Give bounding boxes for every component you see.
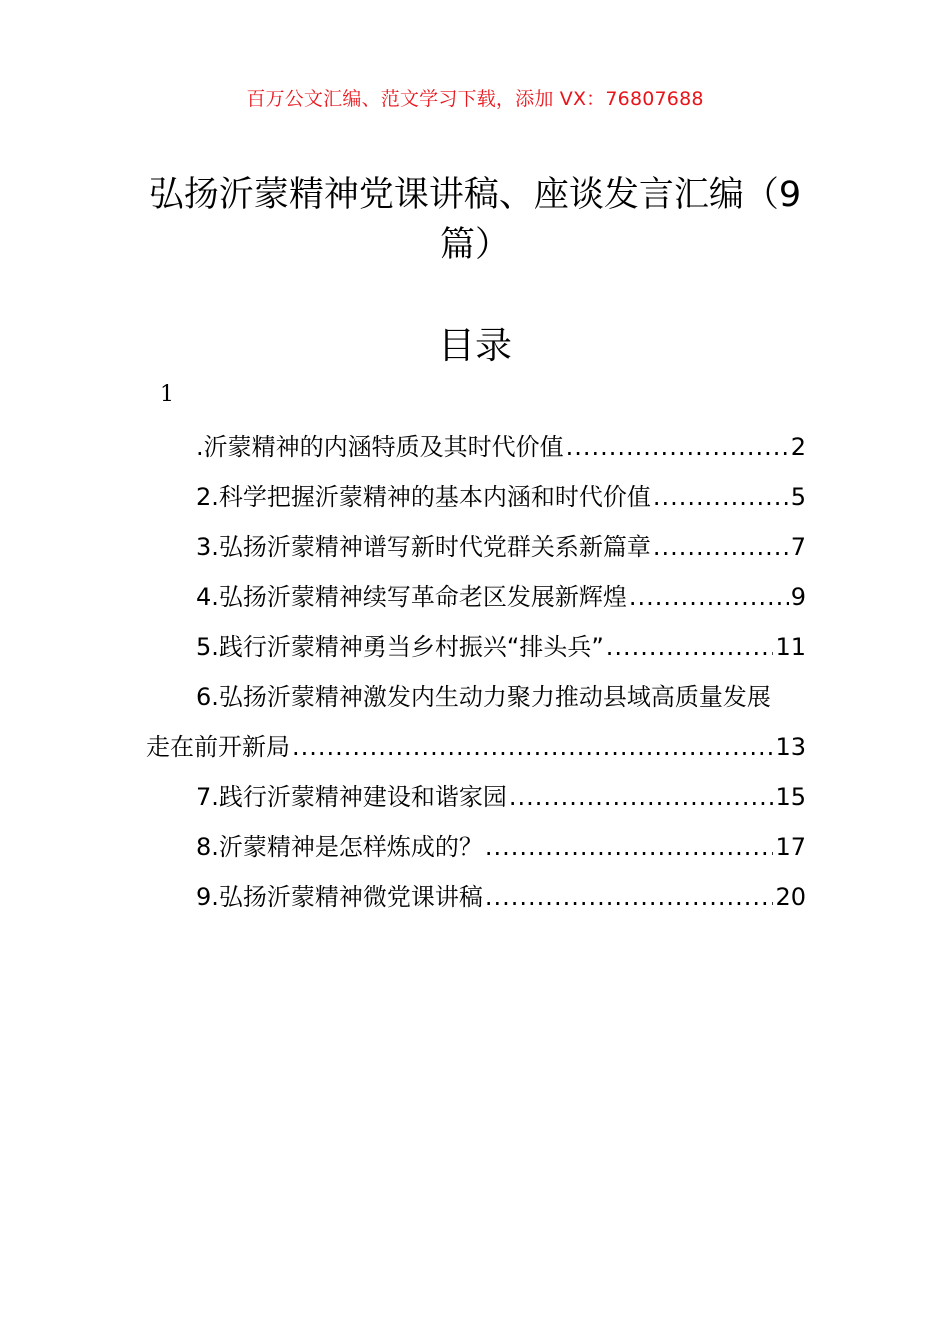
toc-entry-5[interactable] bbox=[146, 622, 806, 672]
toc-entry-page: 5 bbox=[790, 483, 806, 511]
toc-entry-7[interactable] bbox=[146, 772, 806, 822]
toc-entry-6-line-2[interactable] bbox=[146, 722, 806, 772]
toc-leader-dots bbox=[509, 772, 774, 822]
toc-entry-title-continued: 走在前开新局 bbox=[146, 733, 290, 761]
toc-entry-page: 7 bbox=[790, 533, 806, 561]
toc-entry-9[interactable] bbox=[146, 872, 806, 922]
toc-entry-3[interactable] bbox=[146, 522, 806, 572]
toc-entry-title: .沂蒙精神的内涵特质及其时代价值 bbox=[196, 433, 564, 461]
toc-entry-page: 9 bbox=[790, 583, 806, 611]
toc-entry-title: 8.沂蒙精神是怎样炼成的？ bbox=[196, 833, 483, 861]
toc-entry-4[interactable] bbox=[146, 572, 806, 622]
toc-entry-title: 7.践行沂蒙精神建设和谐家园 bbox=[196, 783, 507, 811]
toc-heading: 目录 bbox=[438, 324, 512, 367]
title-line-1: 弘扬沂蒙精神党课讲稿、座谈发言汇编（9 bbox=[148, 175, 802, 215]
stray-number: 1 bbox=[160, 382, 174, 407]
toc-entry-title: 9.弘扬沂蒙精神微党课讲稿 bbox=[196, 883, 483, 911]
toc-entry-title: 5.践行沂蒙精神勇当乡村振兴“排头兵” bbox=[196, 633, 604, 661]
toc-entry-title: 2.科学把握沂蒙精神的基本内涵和时代价值 bbox=[196, 483, 651, 511]
toc-leader-dots bbox=[566, 422, 789, 472]
table-of-contents bbox=[146, 422, 806, 922]
toc-entry-6-line-1[interactable] bbox=[146, 672, 806, 722]
toc-entry-title: 6.弘扬沂蒙精神激发内生动力聚力推动县域高质量发展 bbox=[196, 683, 771, 711]
toc-entry-2[interactable] bbox=[146, 472, 806, 522]
toc-leader-dots bbox=[485, 872, 774, 922]
toc-entry-page: 17 bbox=[775, 833, 806, 861]
title-line-2: 篇） bbox=[439, 225, 510, 265]
toc-leader-dots bbox=[292, 722, 773, 772]
toc-entry-title: 4.弘扬沂蒙精神续写革命老区发展新辉煌 bbox=[196, 583, 627, 611]
toc-entry-page: 20 bbox=[775, 883, 806, 911]
header-note: 百万公文汇编、范文学习下载，添加 VX：76807688 bbox=[246, 88, 704, 110]
toc-leader-dots bbox=[653, 522, 789, 572]
document-title bbox=[140, 170, 810, 270]
toc-leader-dots bbox=[629, 572, 789, 622]
toc-entry-1[interactable] bbox=[146, 422, 806, 472]
toc-entry-page: 2 bbox=[790, 433, 806, 461]
toc-entry-page: 15 bbox=[775, 783, 806, 811]
toc-leader-dots bbox=[485, 822, 774, 872]
toc-entry-title: 3.弘扬沂蒙精神谱写新时代党群关系新篇章 bbox=[196, 533, 651, 561]
toc-entry-8[interactable] bbox=[146, 822, 806, 872]
toc-entry-page: 13 bbox=[775, 733, 806, 761]
toc-leader-dots bbox=[653, 472, 789, 522]
toc-leader-dots bbox=[606, 622, 774, 672]
toc-entry-page: 11 bbox=[775, 633, 806, 661]
